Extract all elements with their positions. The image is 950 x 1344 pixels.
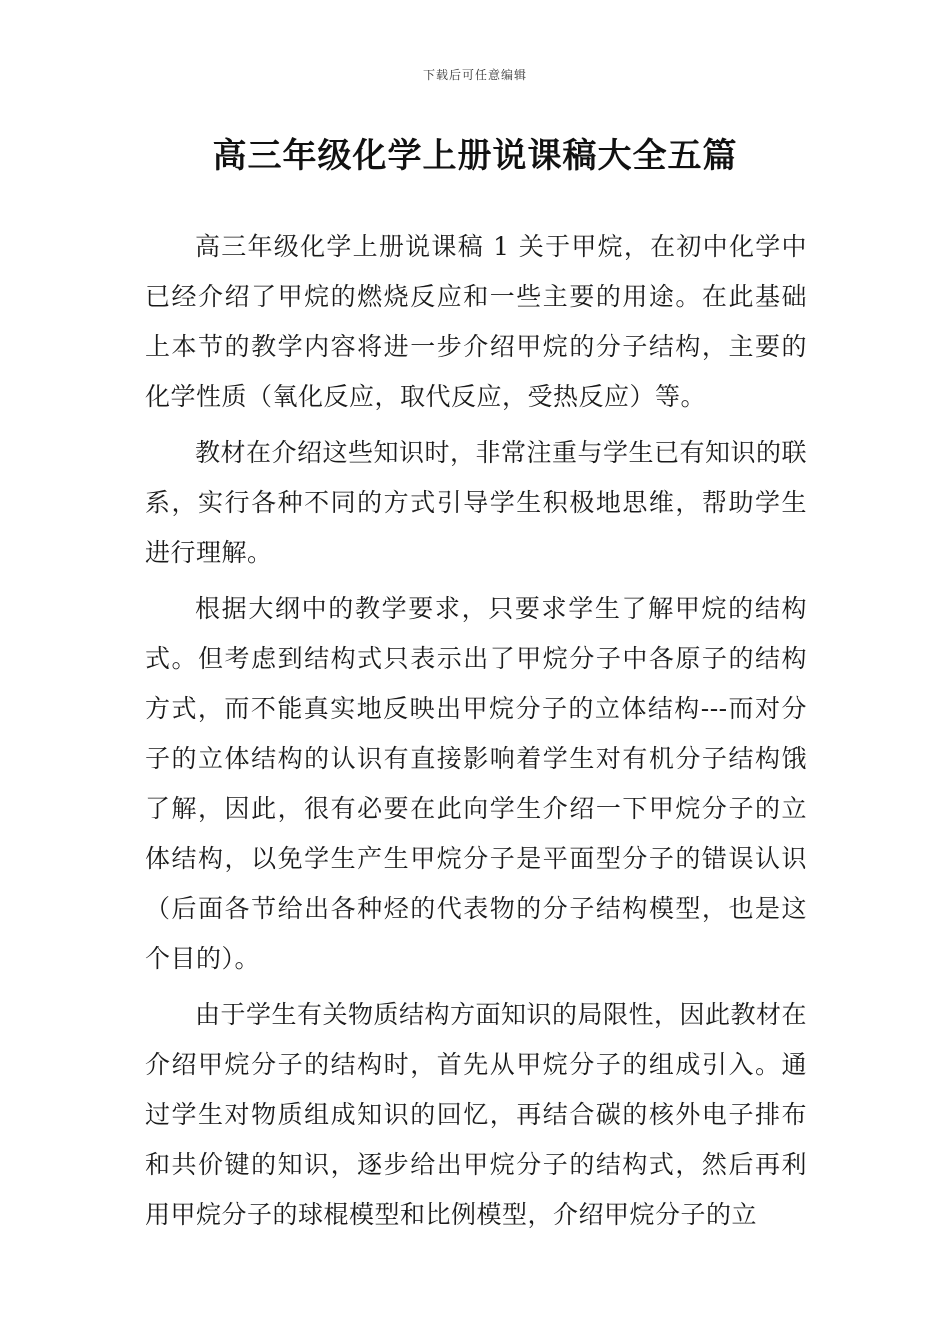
paragraph-2: 教材在介绍这些知识时，非常注重与学生已有知识的联系，实行各种不同的方式引导学生积极地思维，帮助学生进行理解。 [145,438,808,567]
document-title: 高三年级化学上册说课稿大全五篇 [212,136,738,176]
paragraph-1: 高三年级化学上册说课稿 1 关于甲烷，在初中化学中已经介绍了甲烷的燃烧反应和一些主要的用途。在此基础上本节的教学内容将进一步介绍甲烷的分子结构，主要的化学性质（氧化反应，取代反应，受热反应）等。 [145,232,807,411]
paragraph-4: 由于学生有关物质结构方面知识的局限性，因此教材在介绍甲烷分子的结构时，首先从甲烷分子的组成引入。通过学生对物质组成知识的回忆，再结合碳的核外电子排布和共价键的知识，逐步给出甲烷分子的结构式，然后再利用甲烷分子的球棍模型和比例模型，介绍甲烷分子的立 [145,1000,808,1229]
document-body [145,222,807,1246]
paragraph-3: 根据大纲中的教学要求，只要求学生了解甲烷的结构式。但考虑到结构式只表示出了甲烷分子中各原子的结构方式，而不能真实地反映出甲烷分子的立体结构---而对分子的立体结构的认识有直接影响着学生对有机分子结构饿了解，因此，很有必要在此向学生介绍一下甲烷分子的立体结构，以免学生产生甲烷分子是平面型分子的错误认识（后面各节给出各种烃的代表物的分子结构模型，也是这个目的）。 [145,594,807,973]
header-note: 下载后可任意编辑 [422,68,527,82]
